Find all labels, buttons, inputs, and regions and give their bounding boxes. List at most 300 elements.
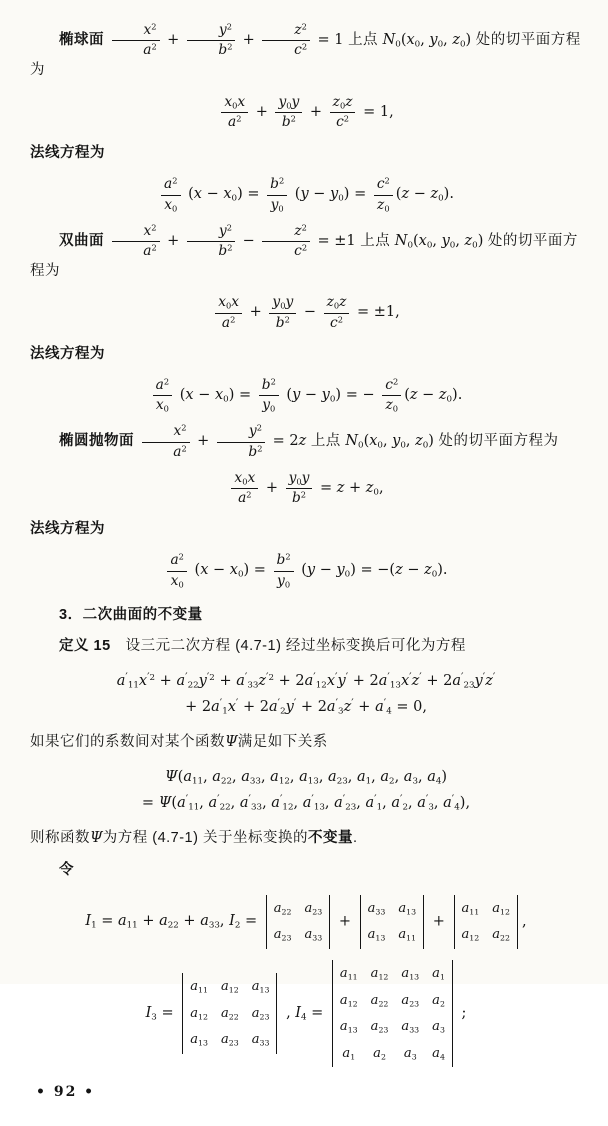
subscript: 11 — [127, 680, 139, 691]
math-run: ; — [461, 1004, 467, 1021]
math-variable: I — [295, 1004, 302, 1021]
math-variable: y — [288, 469, 297, 486]
math-variable: Ψ — [164, 768, 178, 785]
prime-mark: ′ — [387, 670, 390, 684]
denominator — [259, 396, 279, 413]
subscript: 11 — [406, 933, 417, 943]
denominator — [267, 196, 287, 213]
math-variable: z — [415, 433, 423, 450]
math-variable: z — [326, 294, 334, 311]
subscript: 33 — [247, 680, 259, 691]
bold-text-run: 椭圆抛物面 — [59, 433, 139, 450]
math-variable: a — [304, 900, 313, 916]
subscript: 0 — [232, 100, 238, 111]
math-variable: a — [403, 768, 413, 785]
superscript: 2 — [301, 242, 308, 253]
superscript: 2 — [246, 489, 252, 500]
math-variable: a — [211, 699, 220, 716]
subscript: 0 — [237, 569, 244, 580]
display-formula — [30, 378, 582, 413]
text-line — [30, 895, 582, 949]
prime-mark: ′ — [425, 792, 429, 806]
math-run: + — [249, 304, 262, 321]
math-variable: N — [345, 433, 359, 450]
determinant — [266, 895, 331, 949]
math-variable: b — [291, 489, 301, 506]
math-variable: x — [200, 562, 209, 579]
math-run: $I_1 = a_{11} + a_{22} + a_{33}$, $I_2$ = — [85, 913, 258, 931]
subscript: 22 — [167, 920, 179, 931]
subscript: 0 — [278, 203, 284, 213]
det-right-bar — [329, 895, 330, 949]
det-cell — [401, 1017, 419, 1037]
fraction — [274, 553, 294, 588]
text-run: 满足如下关系 — [237, 734, 328, 751]
math-variable: b — [275, 314, 285, 331]
det-cell — [221, 1004, 239, 1024]
math-variable: a — [401, 992, 410, 1008]
denominator — [161, 196, 180, 213]
math-run: + — [265, 479, 278, 496]
text-line — [30, 95, 582, 130]
math-variable: y — [330, 186, 339, 203]
math-variable: z — [424, 562, 432, 579]
superscript: 2 — [256, 422, 262, 433]
bold-text-run: 3．二次曲面的不变量 — [59, 606, 203, 623]
math-variable: z — [409, 387, 418, 404]
math-variable: a — [302, 795, 312, 812]
numerator — [262, 224, 310, 242]
math-variable: a — [212, 768, 221, 785]
math-run: − — [242, 232, 255, 249]
superscript: 2 — [285, 551, 291, 562]
math-variable: b — [218, 42, 228, 59]
math-variable: z — [438, 387, 447, 404]
math-variable: x — [229, 562, 238, 579]
prime-mark: ′ — [277, 697, 281, 711]
subscript: 11 — [188, 802, 200, 813]
subscript: 0 — [431, 569, 438, 580]
math-variable: a — [398, 927, 407, 943]
fraction — [267, 177, 287, 212]
math-run: = $\Psi(a'_{11}$, $a'_{22}$, $a'_{33}$, $a'_{12}$, $a'_{13}$, $a'_{23}$, $a'_1$, $a'_2$, $a'_3$, $a'_4$), — [141, 792, 471, 813]
prime-mark: ′ — [345, 670, 349, 684]
text-run: 则称函数 — [30, 830, 90, 847]
subscript: 33 — [409, 1025, 420, 1035]
fraction — [153, 378, 172, 413]
math-variable: z — [485, 672, 493, 689]
math-variable: x — [369, 433, 378, 450]
superscript: 2 — [300, 489, 307, 500]
math-variable: y — [392, 433, 401, 450]
text-line — [30, 858, 582, 883]
math-variable: a — [220, 1032, 229, 1048]
bold-text-run: 令 — [59, 862, 74, 879]
subscript: 0 — [242, 476, 248, 487]
prime-mark: ′ — [206, 670, 210, 684]
denominator — [324, 314, 350, 331]
math-variable: b — [261, 377, 271, 394]
math-variable: a — [200, 913, 209, 930]
subscript: 13 — [197, 1038, 208, 1048]
math-variable: a — [326, 699, 336, 716]
superscript: 2 — [226, 222, 232, 233]
math-variable: a — [339, 965, 348, 981]
prime-mark: ′ — [492, 670, 496, 684]
prime-mark: ′ — [342, 792, 346, 806]
math-variable: a — [432, 1019, 440, 1035]
subscript: 0 — [344, 569, 351, 580]
subscript: 23 — [336, 776, 348, 787]
math-variable: a — [221, 314, 231, 331]
fraction — [112, 23, 160, 58]
math-variable: a — [492, 927, 501, 943]
math-variable: x — [164, 196, 173, 213]
det-cell — [190, 1030, 208, 1050]
det-cell — [371, 1017, 389, 1037]
det-right-bar — [276, 973, 277, 1054]
math-variable: a — [190, 979, 198, 995]
det-cell — [340, 991, 358, 1011]
denominator — [374, 196, 393, 213]
numerator — [231, 471, 258, 489]
math-variable: a — [208, 795, 218, 812]
math-run: + — [338, 913, 352, 930]
det-cell — [432, 964, 445, 984]
subscript: 23 — [228, 1038, 239, 1048]
math-variable: a — [239, 795, 249, 812]
math-variable: a — [251, 979, 260, 995]
det-cell — [340, 1044, 358, 1064]
det-cell — [432, 1017, 445, 1037]
superscript: 2 — [268, 672, 275, 683]
fraction — [269, 295, 296, 330]
text-line — [30, 471, 582, 506]
math-run: $N_0(x_0$, $y_0$, $z_0$) — [382, 31, 472, 50]
math-variable: a — [268, 699, 278, 716]
text-line — [30, 730, 582, 755]
math-run: , — [522, 913, 527, 930]
subscript: 0 — [373, 487, 379, 498]
math-variable: z — [294, 222, 302, 239]
math-variable: y — [306, 562, 316, 579]
numerator — [112, 23, 160, 41]
math-variable: c — [336, 113, 344, 130]
subscript: 2 — [402, 802, 409, 813]
bold-text-run: 法线方程为 — [30, 345, 105, 362]
bold-text-run: 椭球面 — [59, 31, 109, 48]
subscript: 33 — [249, 776, 261, 787]
math-variable: x — [143, 222, 152, 239]
fraction — [286, 471, 313, 506]
math-variable: a — [251, 1005, 260, 1021]
subscript: 0 — [400, 440, 406, 451]
math-variable: I — [145, 1004, 152, 1021]
math-variable: z — [345, 93, 353, 110]
prime-mark: ′ — [248, 792, 252, 806]
math-run: = 1 — [317, 31, 344, 48]
math-variable: a — [378, 672, 388, 689]
math-variable: x — [143, 22, 152, 38]
paragraph — [30, 634, 582, 659]
math-variable: y — [285, 294, 294, 311]
prime-mark: ′ — [419, 670, 422, 684]
math-variable: y — [272, 294, 281, 311]
math-variable: a — [380, 768, 390, 785]
math-variable: c — [330, 314, 338, 331]
text-line — [30, 378, 582, 413]
subscript: 13 — [259, 985, 270, 995]
det-cell — [401, 991, 419, 1011]
superscript: 2 — [236, 113, 242, 124]
math-variable: z — [401, 186, 410, 203]
math-variable: y — [292, 387, 301, 404]
math-variable: b — [218, 242, 228, 259]
math-variable: a — [373, 1045, 381, 1061]
subscript: 11 — [126, 920, 138, 931]
subscript: 33 — [375, 907, 386, 917]
prime-mark: ′ — [147, 670, 150, 684]
math-variable: a — [143, 42, 152, 59]
subscript: 11 — [347, 972, 358, 982]
subscript: 4 — [454, 802, 460, 813]
math-variable: a — [304, 672, 314, 689]
prime-mark: ′ — [266, 670, 269, 684]
paragraph — [30, 342, 582, 367]
math-variable: z — [452, 31, 461, 48]
numerator — [382, 378, 401, 396]
det-cell — [398, 899, 416, 919]
math-run: $(x - x_0)$ = — [179, 387, 252, 405]
display-formula — [30, 177, 582, 212]
numerator — [187, 23, 235, 41]
subscript: 13 — [409, 972, 420, 982]
math-variable: a — [271, 795, 280, 812]
subscript: 3 — [412, 776, 418, 787]
text-line — [30, 671, 582, 693]
text-line — [30, 826, 582, 851]
math-variable: z — [395, 562, 403, 579]
subscript: 33 — [259, 1038, 270, 1048]
display-formula — [30, 95, 582, 130]
display-formula — [30, 895, 582, 949]
text-line — [30, 517, 582, 542]
math-variable: y — [285, 699, 294, 716]
subscript: 33 — [208, 920, 220, 931]
paragraph — [30, 730, 582, 755]
denominator — [112, 242, 160, 259]
superscript: 2 — [227, 41, 233, 52]
math-run: + — [167, 232, 180, 249]
math-variable: y — [441, 232, 450, 249]
det-cell — [398, 925, 416, 945]
det-cell — [252, 977, 270, 997]
math-variable: y — [218, 222, 227, 239]
superscript: 2 — [151, 222, 157, 233]
math-variable: b — [248, 443, 258, 460]
math-variable: a — [375, 699, 384, 716]
denominator — [187, 41, 235, 58]
display-formula — [30, 553, 582, 588]
math-run: + — [167, 31, 180, 48]
subscript: 23 — [463, 680, 475, 691]
fraction — [167, 553, 186, 588]
text-line — [30, 23, 582, 84]
math-variable: x — [400, 672, 410, 689]
subscript: 0 — [392, 403, 398, 414]
math-variable: a — [164, 176, 173, 193]
superscript: 2 — [301, 41, 308, 52]
math-variable: c — [294, 42, 302, 59]
superscript: 2 — [226, 21, 232, 32]
math-variable: x — [155, 397, 164, 414]
math-variable: z — [298, 433, 307, 450]
denominator — [262, 242, 310, 259]
math-variable: x — [223, 186, 232, 203]
math-run: = ±1 — [317, 232, 356, 249]
prime-mark: ′ — [185, 670, 188, 684]
text-run: 设三元二次方程 (4.7-1) 经过坐标变换后可化为方程 — [110, 638, 466, 655]
math-variable: a — [334, 795, 343, 812]
subscript: 0 — [226, 300, 232, 311]
math-variable: y — [277, 572, 285, 589]
numerator — [217, 424, 265, 442]
math-variable: a — [370, 1019, 379, 1035]
math-variable: z — [258, 672, 267, 689]
superscript: 2 — [301, 222, 307, 233]
math-variable: x — [247, 469, 256, 486]
denominator — [142, 443, 190, 460]
math-variable: a — [190, 1032, 198, 1048]
denominator — [274, 572, 294, 589]
math-variable: a — [227, 113, 237, 130]
prime-mark: ′ — [219, 697, 223, 711]
subscript: 1 — [376, 802, 383, 813]
subscript: 3 — [338, 707, 344, 718]
det-cell — [401, 1044, 419, 1064]
math-variable: x — [214, 387, 224, 404]
prime-mark: ′ — [235, 697, 239, 711]
subscript: 2 — [280, 707, 286, 718]
subscript: 0 — [384, 203, 390, 213]
subscript: 0 — [426, 240, 433, 251]
fraction — [324, 295, 350, 330]
prime-mark: ′ — [400, 792, 403, 806]
math-variable: a — [398, 900, 407, 916]
denominator — [215, 314, 242, 331]
det-cell — [368, 925, 386, 945]
superscript: 2 — [181, 443, 187, 453]
display-formula — [30, 295, 582, 330]
math-variable: a — [461, 927, 470, 943]
subscript: 23 — [378, 1025, 389, 1035]
denominator — [286, 489, 313, 506]
text-run: 上点 — [360, 232, 395, 249]
fraction — [374, 177, 393, 212]
paragraph — [30, 858, 582, 883]
subscript: 23 — [345, 802, 357, 813]
det-cell — [371, 964, 389, 984]
prime-mark: ′ — [460, 670, 464, 684]
subscript: 0 — [395, 39, 401, 50]
math-variable: y — [198, 672, 207, 689]
math-run: = 1, — [363, 103, 394, 120]
math-variable: a — [427, 768, 436, 785]
math-variable: a — [403, 1045, 412, 1061]
det-grid — [361, 895, 424, 949]
subscript: 0 — [460, 39, 466, 50]
det-cell — [492, 899, 510, 919]
subscript: 0 — [377, 440, 383, 451]
math-variable: a — [238, 489, 247, 506]
numerator — [112, 224, 160, 242]
subscript: 0 — [178, 579, 184, 589]
math-variable: a — [176, 672, 186, 689]
fraction — [142, 424, 190, 459]
math-variable: z — [294, 22, 302, 38]
subscript: 0 — [286, 100, 292, 111]
prime-mark: ′ — [335, 697, 339, 711]
numerator — [142, 424, 190, 442]
numerator — [153, 378, 172, 396]
det-right-bar — [452, 960, 453, 1067]
math-variable: a — [143, 242, 152, 259]
fraction — [259, 378, 279, 413]
subscript: 12 — [500, 907, 511, 917]
math-variable: y — [321, 387, 330, 404]
math-variable: x — [193, 186, 202, 203]
math-variable: b — [270, 176, 279, 193]
math-run: $N_0(x_0$, $y_0$, $z_0$) — [394, 232, 484, 251]
bold-text-run: 法线方程为 — [30, 521, 105, 537]
math-run: + — [197, 433, 210, 450]
math-variable: Ψ — [158, 795, 172, 812]
subscript: 1 — [222, 707, 228, 718]
bold-text-run: 双曲面 — [59, 232, 109, 249]
subscript: 0 — [231, 193, 238, 204]
determinant — [182, 973, 277, 1054]
subscript: 13 — [389, 680, 401, 691]
subscript: 22 — [500, 933, 511, 943]
text-line — [30, 603, 582, 628]
subscript: 0 — [414, 39, 421, 50]
numerator — [167, 553, 186, 571]
subscript: 0 — [449, 240, 456, 251]
subscript: 12 — [278, 776, 290, 787]
math-variable: a — [401, 965, 410, 981]
math-variable: a — [241, 768, 250, 785]
math-run: + — [432, 913, 445, 930]
det-cell — [432, 991, 445, 1011]
paragraph — [30, 826, 582, 851]
numerator — [330, 95, 356, 113]
text-line — [30, 634, 582, 659]
det-cell — [371, 1044, 389, 1064]
text-line — [30, 224, 582, 285]
det-cell — [221, 977, 239, 997]
subscript: 13 — [347, 1025, 358, 1035]
math-variable: a — [118, 913, 127, 930]
superscript: 2 — [384, 175, 390, 186]
det-cell — [340, 1017, 358, 1037]
det-cell — [432, 1044, 445, 1064]
subscript: 0 — [422, 440, 429, 451]
superscript: 2 — [209, 672, 215, 683]
superscript: 2 — [257, 443, 263, 453]
math-run: = $z + z_0$, — [320, 479, 384, 498]
math-variable: a — [452, 672, 461, 689]
subscript: 12 — [228, 985, 239, 995]
